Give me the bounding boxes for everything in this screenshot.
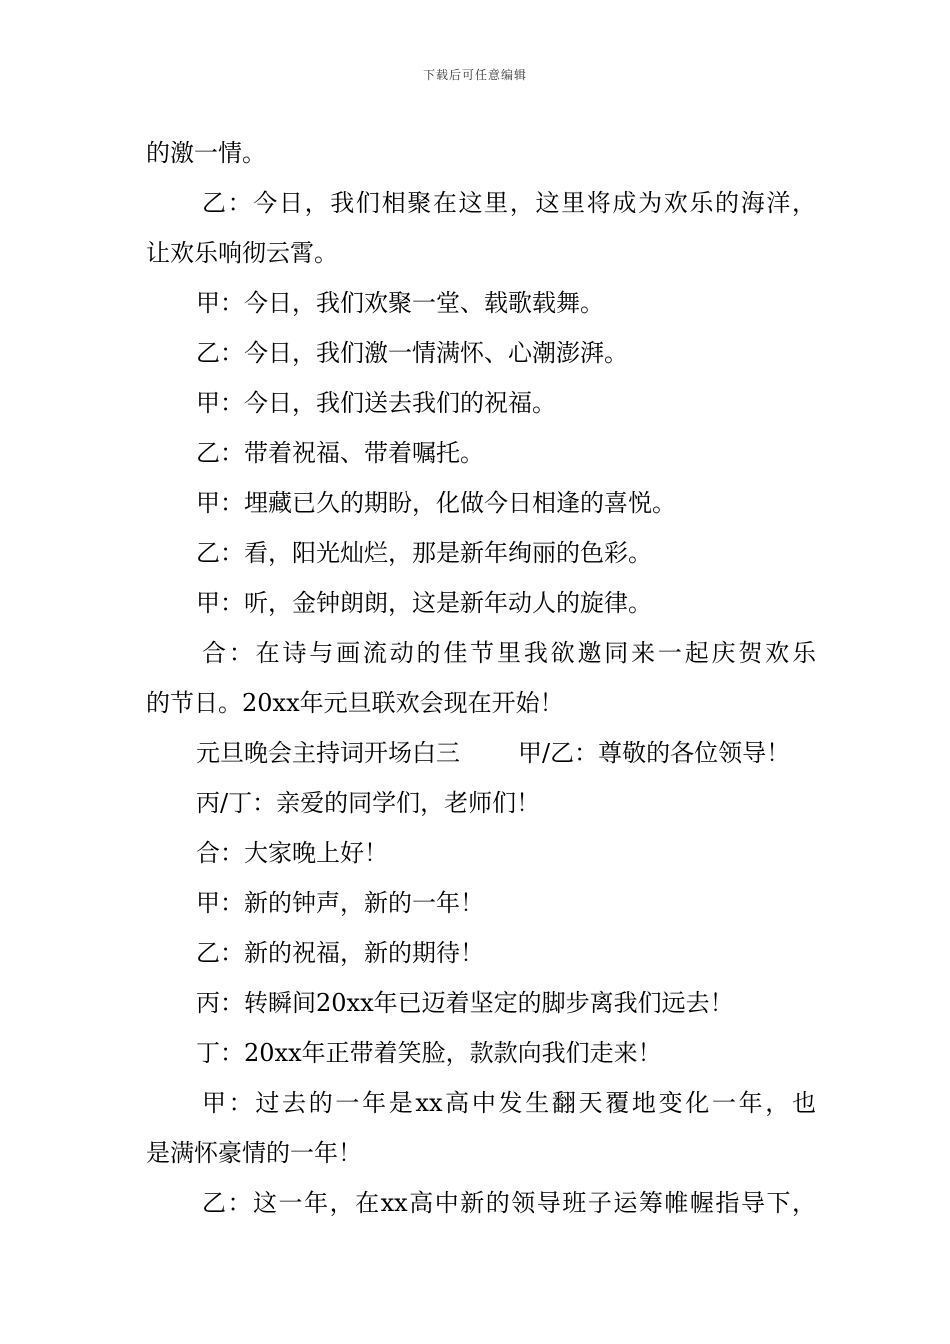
paragraph-line: 丙：转瞬间20xx年已迈着坚定的脚步离我们远去！ — [196, 989, 734, 1017]
page-header: 下载后可任意编辑 — [422, 68, 527, 82]
paragraph-line: 乙：这一年，在xx高中新的领导班子运筹帷幄指导下， — [202, 1189, 816, 1217]
paragraph-line: 的节日。20xx年元旦联欢会现在开始！ — [146, 689, 564, 717]
paragraph-line: 的激一情。 — [146, 139, 266, 167]
paragraph-line: 甲：过去的一年是xx高中发生翻天覆地变化一年，也 — [202, 1089, 816, 1117]
paragraph-line: 甲：新的钟声，新的一年！ — [196, 889, 484, 917]
paragraph-line: 乙：今日，我们激一情满怀、心潮澎湃。 — [196, 339, 628, 367]
paragraph-text: 甲/乙：尊敬的各位领导！ — [518, 739, 791, 767]
paragraph-line: 甲：埋藏已久的期盼，化做今日相逢的喜悦。 — [196, 489, 676, 517]
paragraph-line: 合：大家晚上好！ — [196, 839, 388, 867]
paragraph-line: 乙：看，阳光灿烂，那是新年绚丽的色彩。 — [196, 539, 652, 567]
paragraph-line: 合：在诗与画流动的佳节里我欲邀同来一起庆贺欢乐 — [202, 639, 816, 667]
paragraph-line: 让欢乐响彻云霄。 — [146, 239, 338, 267]
paragraph-line: 乙：新的祝福，新的期待！ — [196, 939, 484, 967]
paragraph-line: 是满怀豪情的一年！ — [146, 1139, 362, 1167]
paragraph-line: 甲：今日，我们送去我们的祝福。 — [196, 389, 556, 417]
document-body — [146, 128, 816, 1228]
paragraph-line: 甲：听，金钟朗朗，这是新年动人的旋律。 — [196, 589, 652, 617]
paragraph-line: 丙/丁：亲爱的同学们，老师们！ — [196, 789, 541, 817]
paragraph-line: 丁：20xx年正带着笑脸，款款向我们走来！ — [196, 1039, 662, 1067]
paragraph-line: 乙：今日，我们相聚在这里，这里将成为欢乐的海洋， — [202, 189, 816, 217]
paragraph-line: 甲：今日，我们欢聚一堂、载歌载舞。 — [196, 289, 604, 317]
paragraph-line: 乙：带着祝福、带着嘱托。 — [196, 439, 484, 467]
section-title: 元旦晚会主持词开场白三 — [196, 739, 460, 767]
paragraph-line — [146, 728, 816, 778]
